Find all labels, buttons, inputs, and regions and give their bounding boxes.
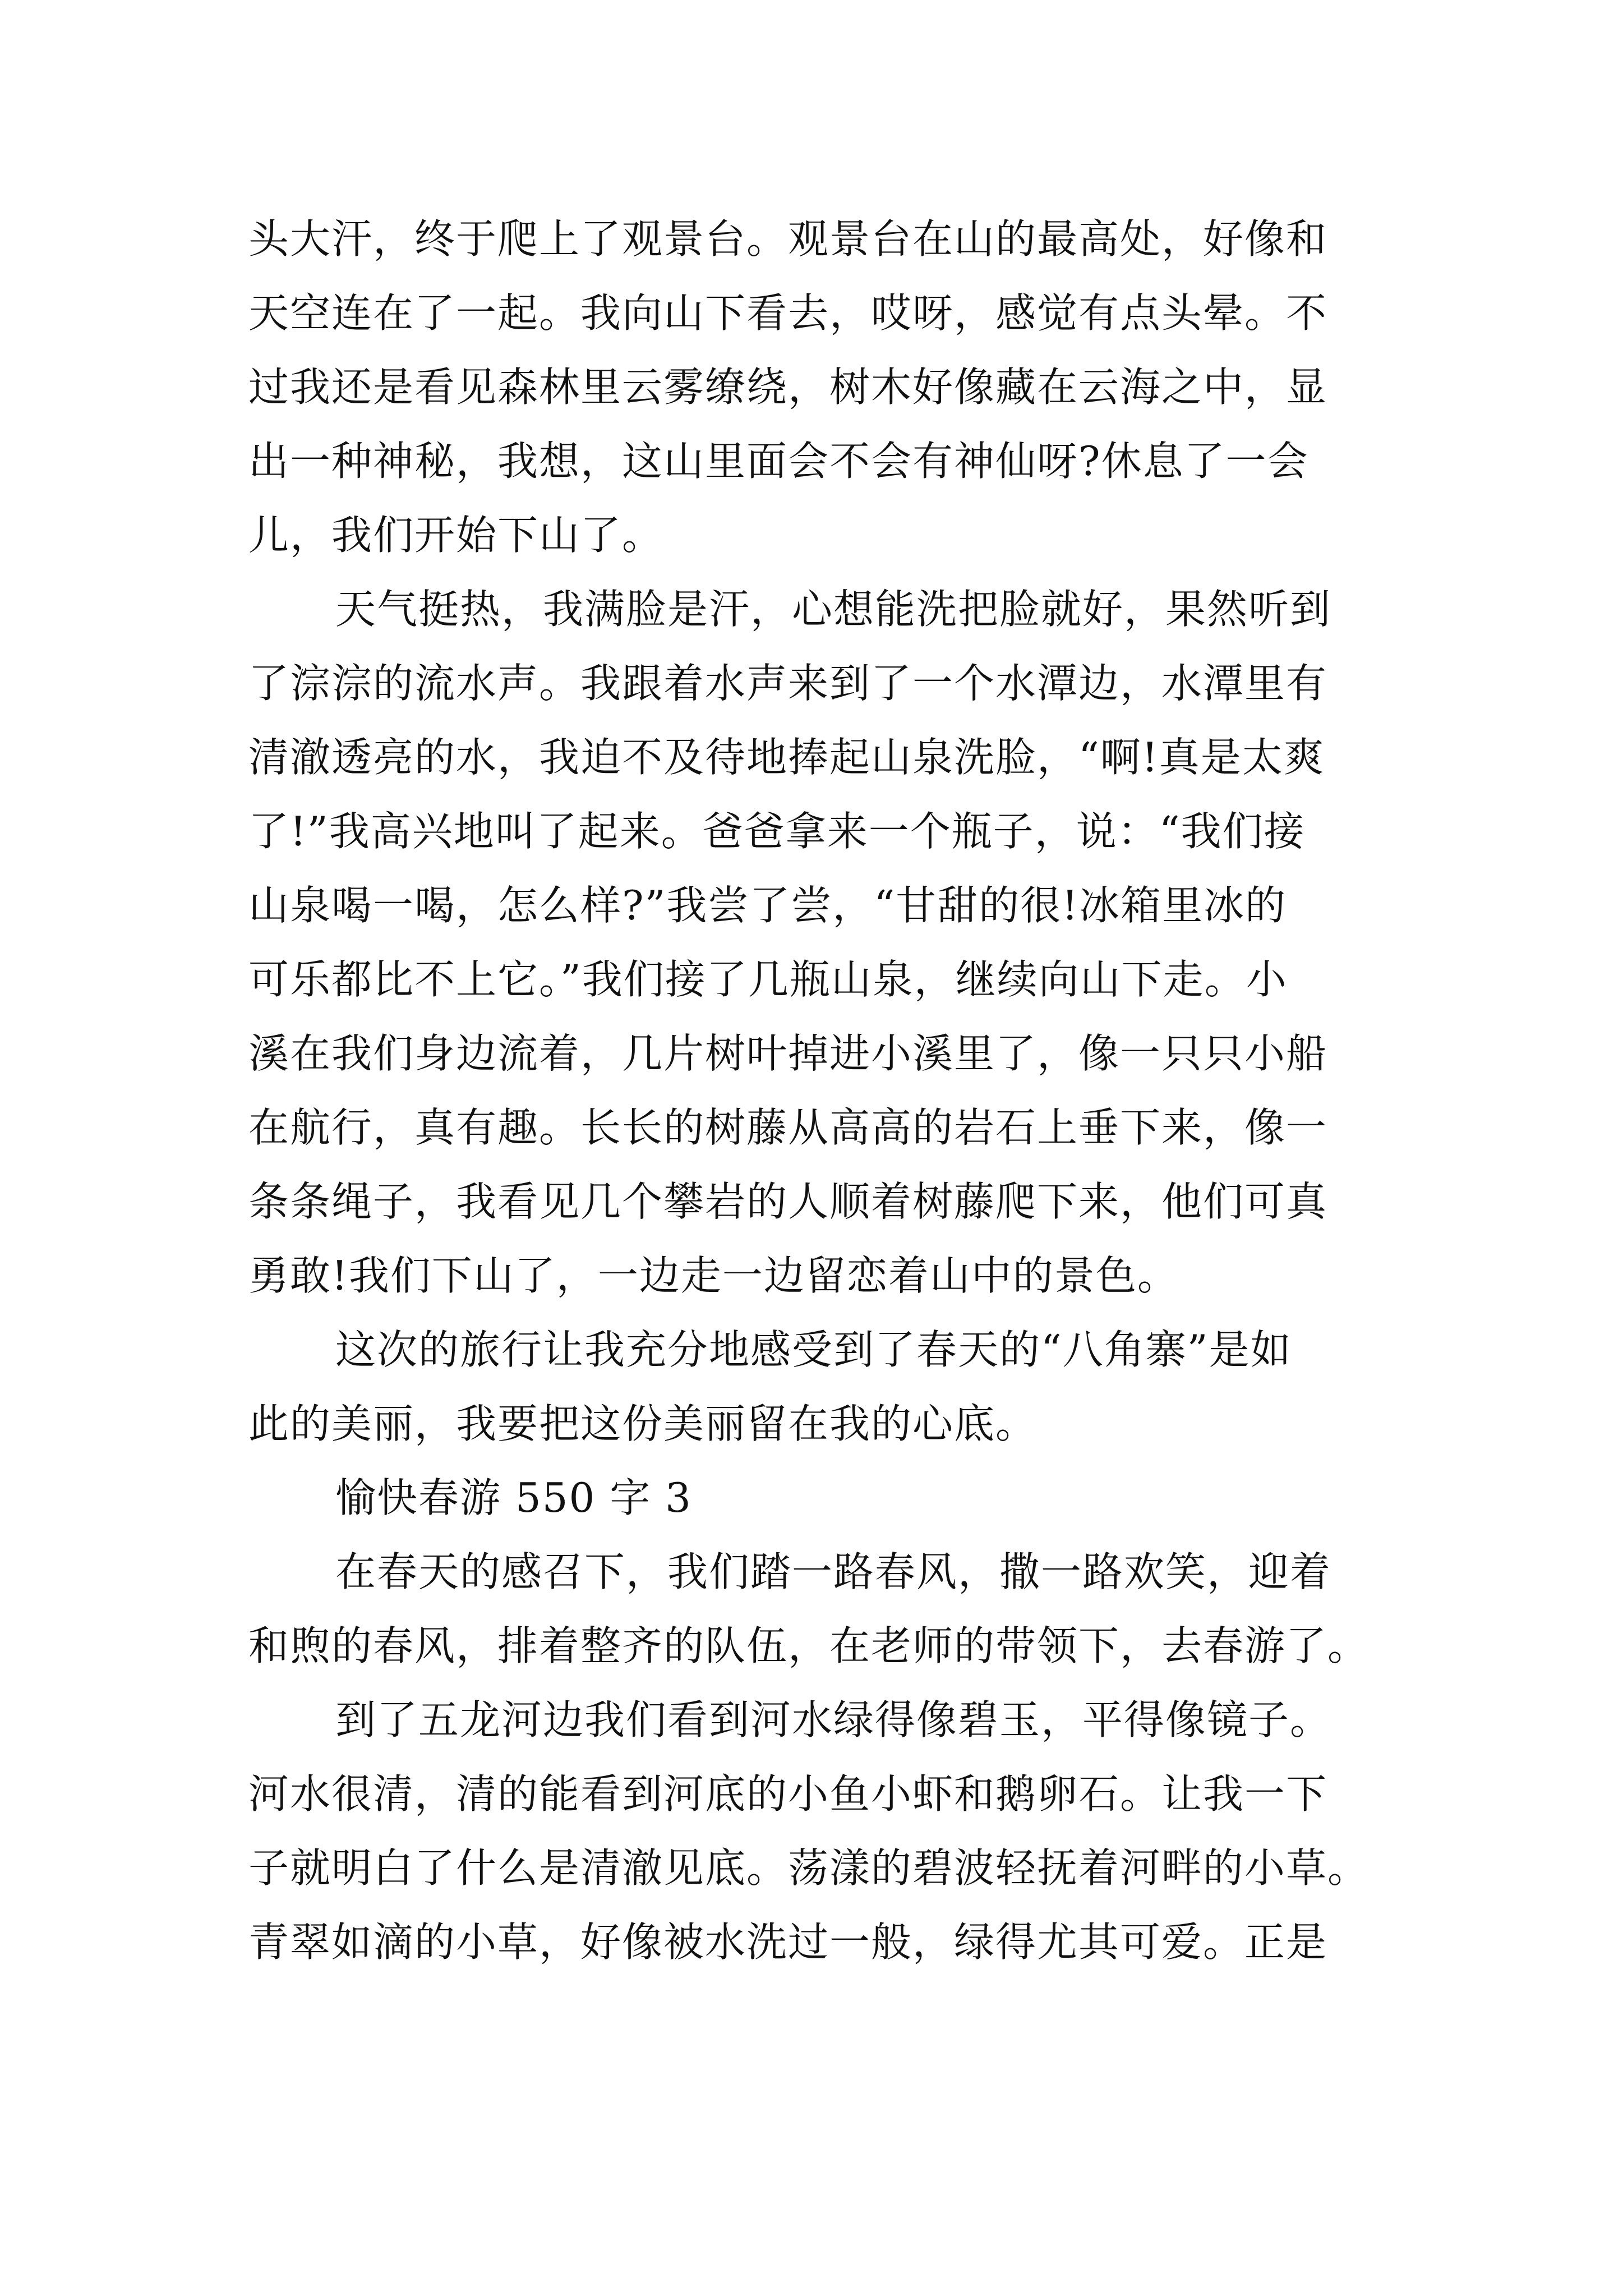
text-line: 溪在我们身边流着，几片树叶掉进小溪里了，像一只只小船 — [248, 1030, 1328, 1077]
text-line: 青翠如滴的小草，好像被水洗过一般，绿得尤其可爱。正是 — [248, 1918, 1328, 1966]
text-line: 山泉喝一喝，怎么样?”我尝了尝，“甘甜的很!冰箱里冰的 — [248, 882, 1287, 929]
document-body — [248, 202, 1387, 1979]
text-line: 愉快春游 550 字 3 — [335, 1474, 692, 1521]
paragraph — [248, 202, 1387, 572]
paragraph — [248, 1461, 1387, 1535]
text-line: 在春天的感召下，我们踏一路春风，撒一路欢笑，迎着 — [335, 1548, 1332, 1595]
text-line: 天空连在了一起。我向山下看去，哎呀，感觉有点头晕。不 — [248, 289, 1328, 337]
text-line: 到了五龙河边我们看到河水绿得像碧玉，平得像镜子。 — [335, 1696, 1332, 1743]
paragraph — [248, 1683, 1387, 1979]
paragraph — [248, 572, 1387, 1313]
text-line: 清澈透亮的水，我迫不及待地捧起山泉洗脸，“啊!真是太爽 — [248, 734, 1325, 781]
paragraph — [248, 1313, 1387, 1461]
text-line: 头大汗，终于爬上了观景台。观景台在山的最高处，好像和 — [248, 215, 1328, 263]
paragraph — [248, 1535, 1387, 1683]
text-line: 儿，我们开始下山了。 — [248, 512, 664, 559]
text-line: 勇敢!我们下山了，一边走一边留恋着山中的景色。 — [248, 1252, 1179, 1299]
text-line: 了淙淙的流水声。我跟着水声来到了一个水潭边，水潭里有 — [248, 660, 1328, 707]
text-line: 子就明白了什么是清澈见底。荡漾的碧波轻抚着河畔的小草。 — [248, 1844, 1370, 1892]
text-line: 这次的旅行让我充分地感受到了春天的“八角寨”是如 — [335, 1326, 1292, 1373]
text-line: 了!”我高兴地叫了起来。爸爸拿来一个瓶子，说：“我们接 — [248, 808, 1306, 855]
text-line: 条条绳子，我看见几个攀岩的人顺着树藤爬下来，他们可真 — [248, 1178, 1328, 1225]
text-line: 过我还是看见森林里云雾缭绕，树木好像藏在云海之中，显 — [248, 364, 1328, 411]
text-line: 可乐都比不上它。”我们接了几瓶山泉，继续向山下走。小 — [248, 956, 1288, 1003]
text-line: 天气挺热，我满脸是汗，心想能洗把脸就好，果然听到 — [335, 586, 1332, 633]
text-line: 出一种神秘，我想，这山里面会不会有神仙呀?休息了一会 — [248, 438, 1309, 485]
text-line: 在航行，真有趣。长长的树藤从高高的岩石上垂下来，像一 — [248, 1104, 1328, 1151]
text-line: 此的美丽，我要把这份美丽留在我的心底。 — [248, 1400, 1038, 1447]
text-line: 河水很清，清的能看到河底的小鱼小虾和鹅卵石。让我一下 — [248, 1770, 1328, 1818]
text-line: 和煦的春风，排着整齐的队伍，在老师的带领下，去春游了。 — [248, 1622, 1370, 1669]
